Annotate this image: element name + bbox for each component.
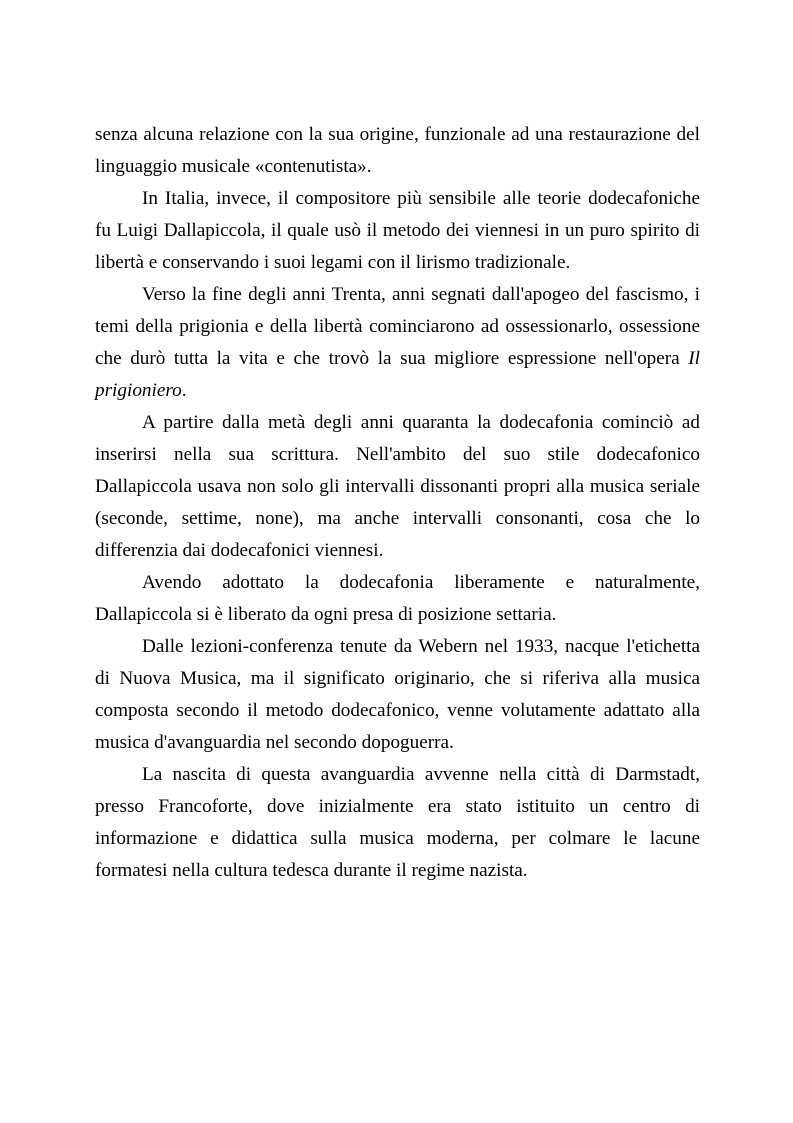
paragraph-settaria: Avendo adottato la dodecafonia liberamente e naturalmente, Dallapiccola si è liberato da ogni presa di posizione settaria.: [95, 572, 700, 625]
paragraph-dallapiccola-intro: In Italia, invece, il compositore più sensibile alle teorie dodecafoniche fu Luigi Dallapiccola, il quale usò il metodo dei viennesi in un puro spirito di libertà e conservando i suoi legami con il lirismo tradizionale.: [95, 188, 700, 273]
paragraph-prigionia: [95, 279, 700, 407]
paragraph-continuation: senza alcuna relazione con la sua origine, funzionale ad una restaurazione del linguaggio musicale «contenutista».: [95, 124, 700, 177]
paragraph-text-end: .: [181, 380, 187, 401]
paragraph-webern: Dalle lezioni-conferenza tenute da Webern nel 1933, nacque l'etichetta di Nuova Musica, ma il significato originario, che si riferiva alla musica composta secondo il metodo dodecafonico, venne volutamente adattato alla musica d'avanguardia nel secondo dopoguerra.: [95, 636, 700, 753]
document-page: [95, 119, 700, 887]
paragraph-darmstadt: La nascita di questa avanguardia avvenne nella città di Darmstadt, presso Francoforte, dove inizialmente era stato istituito un centro di informazione e didattica sulla musica moderna, per colmare le lacune formatesi nella cultura tedesca durante il regime nazista.: [95, 764, 700, 881]
opera-title: Il prigioniero: [95, 348, 700, 401]
paragraph-dodecafonia: A partire dalla metà degli anni quaranta la dodecafonia cominciò ad inserirsi nella sua scrittura. Nell'ambito del suo stile dodecafonico Dallapiccola usava non solo gli intervalli dissonanti propri alla musica seriale (seconde, settime, none), ma anche intervalli consonanti, cosa che lo differenzia dai dodecafonici viennesi.: [95, 412, 700, 561]
paragraph-text: Verso la fine degli anni Trenta, anni segnati dall'apogeo del fascismo, i temi della prigionia e della libertà cominciarono ad ossessionarlo, ossessione che durò tutta la vita e che trovò la sua migliore espressione nell'opera: [95, 284, 700, 369]
